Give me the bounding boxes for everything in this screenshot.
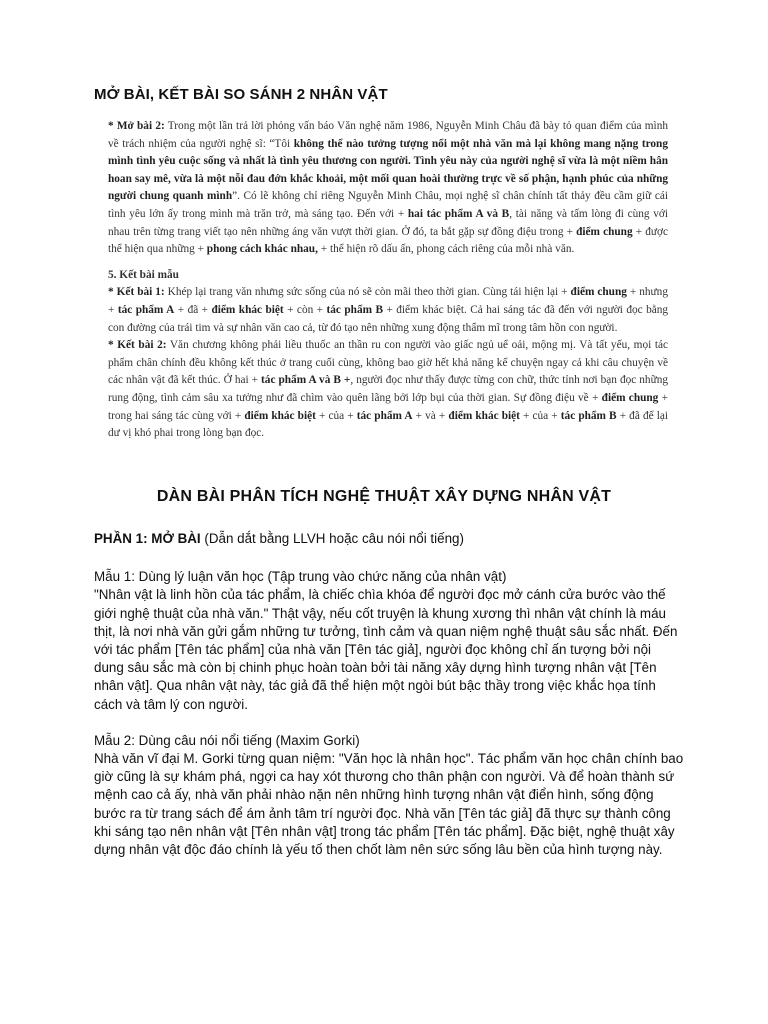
mo-bai-2-paragraph: * Mở bài 2: Trong một lần trả lời phỏng vấn báo Văn nghệ năm 1986, Nguyễn Minh Châu đã bày tỏ quan điểm của mình về trách nhiệm của người nghệ sĩ: “Tôi không thể nào tưởng tượng nổi một nhà văn mà lại không mang nặng trong mình tình yêu cuộc sống và nhất là tình yêu thương con người. Tình yêu này của người nghệ sĩ vừa là một niềm hân hoan say mê, vừa là một nỗi đau đớn khắc khoải, một mối quan hoài thường trực về số phận, hạnh phúc của những người chung quanh mình”. Có lẽ không chỉ riêng Nguyễn Minh Châu, mọi nghệ sĩ chân chính tất thảy đều cầm giữ cái tình yêu lớn ấy trong mình mà trăn trở, mà sáng tạo. Đến với + hai tác phẩm A và B, tài năng và tấm lòng đi cùng với nhau trên từng trang viết tạo nên những áng văn vượt thời gian. Ở đó, ta bắt gặp sự đồng điệu trong + điểm chung + được thể hiện qua những + phong cách khác nhau, + thể hiện rõ dấu ấn, phong cách riêng của mỗi nhà văn. bbox=[108, 120, 669, 256]
spacer bbox=[94, 714, 684, 732]
section-heading-compare: MỞ BÀI, KẾT BÀI SO SÁNH 2 NHÂN VẬT bbox=[94, 86, 388, 103]
ket-bai-1-label: * Kết bài 1: bbox=[108, 286, 165, 299]
scanned-excerpt bbox=[108, 118, 668, 443]
part-1-heading bbox=[94, 530, 684, 548]
section-heading-outline: DÀN BÀI PHÂN TÍCH NGHỆ THUẬT XÂY DỰNG NHÂN VẬT bbox=[156, 488, 612, 505]
sample-2-title: Mẫu 2: Dùng câu nói nổi tiếng (Maxim Gorki) bbox=[94, 732, 360, 748]
sample-1-title: Mẫu 1: Dùng lý luận văn học (Tập trung vào chức năng của nhân vật) bbox=[94, 569, 507, 585]
ket-bai-1-paragraph: * Kết bài 1: Khép lại trang văn nhưng sức sống của nó sẽ còn mãi theo thời gian. Cùng tái hiện lại + điểm chung + nhưng + tác phẩm A + đã + điểm khác biệt + còn + tác phẩm B + điểm khác biệt. Cả hai sáng tác đã đến với người đọc bằng con đường của trái tim và sự nhân văn cao cả, từ đó tạo nên những xung động thẩm mĩ trong tâm hồn con người. bbox=[108, 286, 669, 334]
spacer bbox=[94, 548, 684, 568]
sample-2-text: Nhà văn vĩ đại M. Gorki từng quan niệm: "Văn học là nhân học". Tác phẩm văn học chân chính bao giờ cũng là sự khám phá, ngợi ca hay xót thương cho thân phận con người. Và để hoàn thành sứ mệnh cao cả ấy, nhà văn phải nhào nặn nên những hình tượng nhân vật điển hình, sống động bước ra từ trang sách để ám ảnh tâm trí người đọc. Nhà văn [Tên tác giả] đã thực sự thành công khi sáng tạo nên nhân vật [Tên nhân vật] trong tác phẩm [Tên tác phẩm]. Đặc biệt, nghệ thuật xây dựng nhân vật độc đáo chính là yếu tố then chốt làm nên sức sống lâu bền của hình tượng này. bbox=[94, 751, 684, 858]
ket-bai-title: 5. Kết bài mẫu bbox=[108, 268, 179, 281]
outline-body bbox=[94, 530, 684, 859]
ket-bai-2-label: * Kết bài 2: bbox=[108, 339, 167, 352]
sample-1-text: "Nhân vật là linh hồn của tác phẩm, là chiếc chìa khóa để người đọc mở cánh cửa bước vào thế giới nghệ thuật của nhà văn." Thật vậy, nếu cốt truyện là khung xương thì nhân vật chính là máu thịt, là nơi nhà văn gửi gắm những tư tưởng, tình cảm và quan niệm nghệ thuật sâu sắc nhất. Đến với tác phẩm [Tên tác phẩm] của nhà văn [Tên tác giả], người đọc không chỉ ấn tượng bởi nội dung sâu sắc mà còn bị chinh phục hoàn toàn bởi tài năng xây dựng hình tượng nhân vật [Tên nhân vật]. Qua nhân vật này, tác giả đã thể hiện một ngòi bút bậc thầy trong việc khắc họa tính cách và tâm lý con người. bbox=[94, 587, 678, 712]
part-1-note: (Dẫn dắt bằng LLVH hoặc câu nói nổi tiếng) bbox=[200, 531, 464, 546]
part-1-label: PHẦN 1: MỞ BÀI bbox=[94, 531, 201, 546]
mo-bai-2-label: * Mở bài 2: bbox=[108, 120, 165, 132]
ket-bai-2-paragraph: * Kết bài 2: Văn chương không phải liều thuốc an thần ru con người vào giấc ngủ uể oải, mộng mị. Và tất yếu, mọi tác phẩm chân chính đều không kết thúc ở trang cuối cùng, không bao giờ hết khả năng kể chuyện ngay cả khi câu chuyện về các nhân vật đã kết thúc. Ở hai + tác phẩm A và B +, người đọc như thấy được từng con chữ, thức tỉnh nơi bạn đọc những rung động, tình cảm sâu xa tưởng như đã chìm vào quên lãng bởi lớp bụi của thời gian. Sự đồng điệu về + điểm chung + trong hai sáng tác cùng với + điểm khác biệt + của + tác phẩm A + và + điểm khác biệt + của + tác phẩm B + đã để lại dư vị khó phai trong lòng bạn đọc. bbox=[108, 339, 669, 440]
